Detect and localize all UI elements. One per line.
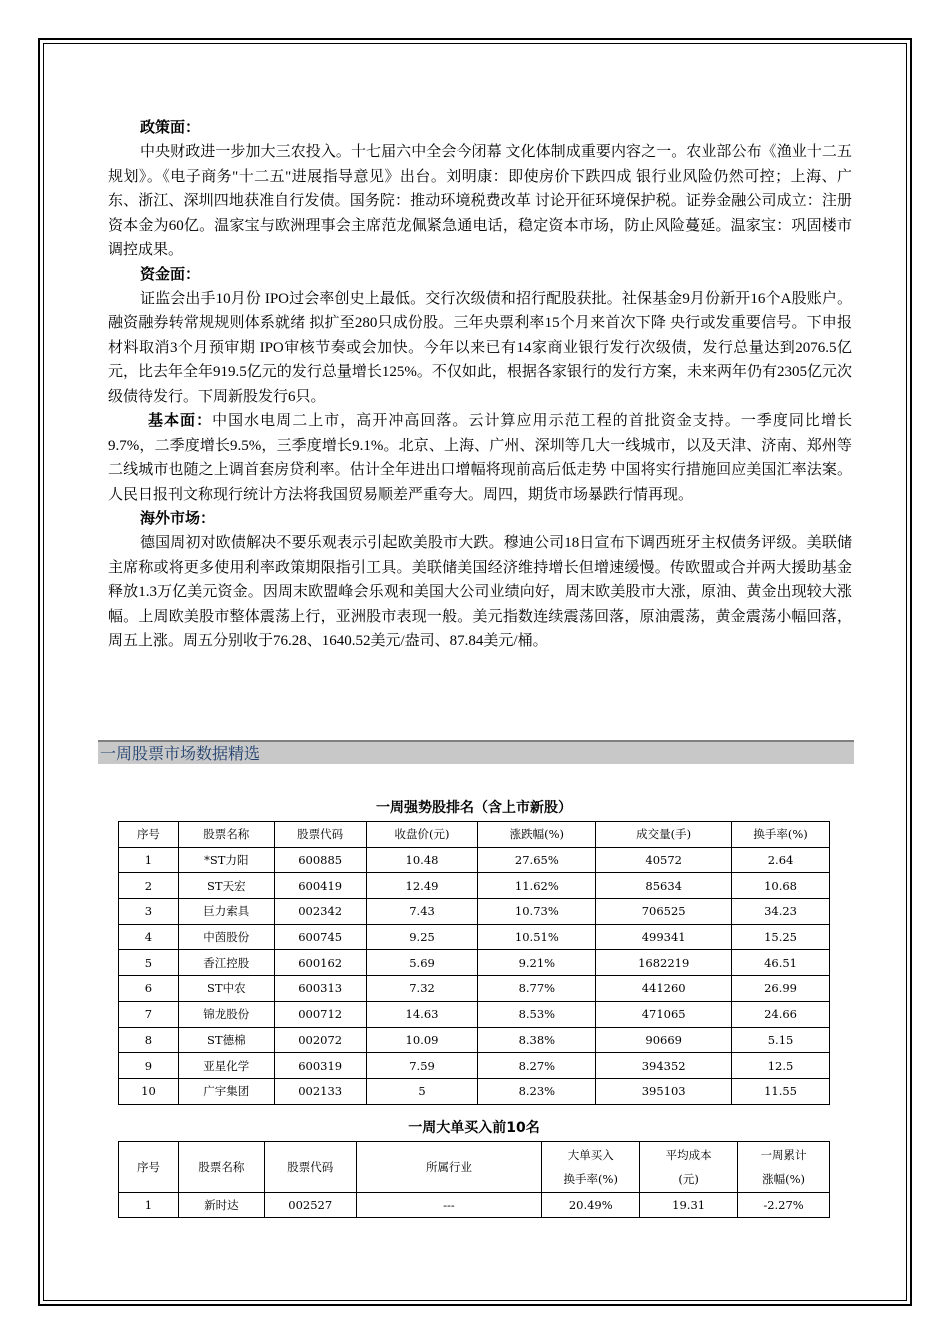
header-cell: 收盘价(元): [366, 822, 478, 848]
table-row: [119, 950, 830, 976]
table-cell: 600162: [274, 950, 366, 976]
table-cell: 600885: [274, 847, 366, 873]
table-cell: 395103: [596, 1078, 732, 1104]
table-cell: 5: [119, 950, 179, 976]
table-cell: 9: [119, 1053, 179, 1079]
header-line: 一周累计: [760, 1148, 807, 1162]
table-cell: 11.55: [732, 1078, 830, 1104]
overseas-paragraph: 德国周初对欧债解决不要乐观表示引起欧美股市大跌。穆迪公司18日宣布下调西班牙主权债务评级。美联储主席称或将更多使用利率政策期限指引工具。美联储美国经济维持增长但增速缓慢。传欧盟或合并两大援助基金 释放1.3万亿美元资金。因周末欧盟峰会乐观和美国大公司业绩向好，周末欧美股市大涨，原油、黄金出现较大涨幅。上周欧美股市整体震荡上行，亚洲股市表现一般。美元指数连续震荡回落，原油震荡，黄金震荡小幅回落，周五上涨。周五分别收于76.28、1640.52美元/盎司、87.84美元/桶。: [108, 535, 852, 649]
table-cell: ST德棉: [178, 1027, 274, 1053]
table-cell: 27.65%: [478, 847, 596, 873]
table-row: [119, 847, 830, 873]
table-cell: 26.99: [732, 976, 830, 1002]
table-cell: 2: [119, 873, 179, 899]
table-cell: 8.38%: [478, 1027, 596, 1053]
table-cell: 7.59: [366, 1053, 478, 1079]
table-cell: 香江控股: [178, 950, 274, 976]
table-cell: ---: [356, 1193, 542, 1218]
table-cell: 441260: [596, 976, 732, 1002]
header-line: 换手率(%): [563, 1172, 618, 1186]
table-cell: 10.51%: [478, 924, 596, 950]
header-cell: 序号: [119, 822, 179, 848]
table-cell: 600419: [274, 873, 366, 899]
table-cell: 90669: [596, 1027, 732, 1053]
table-row: [119, 899, 830, 925]
table-cell: 600319: [274, 1053, 366, 1079]
table-cell: 20.49%: [542, 1193, 640, 1218]
table-row: [119, 924, 830, 950]
header-line: 涨幅(%): [762, 1172, 805, 1186]
table-cell: 5.69: [366, 950, 478, 976]
policy-paragraph: 中央财政进一步加大三农投入。十七届六中全会今闭幕 文化体制成重要内容之一。农业部公布《渔业十二五规划》。《电子商务"十二五"进展指导意见》出台。刘明康：即使房价下跌四成 银行业风险仍然可控；上海、广东、浙江、深圳四地获准自行发债。国务院：推动环境税费改革 讨论开征环境保护税。证券金融公司成立：注册资本金为60亿。温家宝与欧洲理事会主席范龙佩紧急通电话，稳定资本市场，防止风险蔓延。温家宝：巩固楼市调控成果。: [108, 144, 852, 258]
table-cell: 46.51: [732, 950, 830, 976]
table-cell: 广宇集团: [178, 1078, 274, 1104]
table-row: [119, 1193, 830, 1218]
table2-title: 一周大单买入前10名: [408, 1120, 540, 1136]
table-cell: 85634: [596, 873, 732, 899]
header-line: (元): [678, 1172, 699, 1186]
table-cell: 002342: [274, 899, 366, 925]
table-cell: 9.25: [366, 924, 478, 950]
table-cell: 24.66: [732, 1001, 830, 1027]
fundamentals-paragraph: [108, 409, 852, 507]
table-cell: 1682219: [596, 950, 732, 976]
table-row: [119, 1027, 830, 1053]
table-cell: 4: [119, 924, 179, 950]
table-row: [119, 1001, 830, 1027]
table-cell: 8.77%: [478, 976, 596, 1002]
header-cell: 成交量(手): [596, 822, 732, 848]
fundamentals-text: 中国水电周二上市，高开冲高回落。云计算应用示范工程的首批资金支持。一季度同比增长9.7%，二季度增长9.5%，三季度增长9.1%。北京、上海、广州、深圳等几大一线城市，以及天津、济南、郑州等二线城市也随之上调首套房贷利率。估计全年进出口增幅将现前高后低走势 中国将实行措施回应美国汇率法案。人民日报刊文称现行统计方法将我国贸易顺差严重夸大。周四，期货市场暴跌行情再现。: [108, 413, 852, 503]
big-order-table: [118, 1141, 830, 1218]
table-cell: 002133: [274, 1078, 366, 1104]
table-cell: -2.27%: [738, 1193, 830, 1218]
table-cell: ST中农: [178, 976, 274, 1002]
table-cell: 新时达: [178, 1193, 264, 1218]
header-line: 大单买入: [567, 1148, 614, 1162]
table-cell: 8: [119, 1027, 179, 1053]
table-cell: 10: [119, 1078, 179, 1104]
table-cell: 12.5: [732, 1053, 830, 1079]
table-cell: 471065: [596, 1001, 732, 1027]
table-cell: 1: [119, 847, 179, 873]
header-cell: 股票代码: [264, 1142, 356, 1193]
table-cell: 15.25: [732, 924, 830, 950]
table-cell: 499341: [596, 924, 732, 950]
table-header-row: [119, 1142, 830, 1193]
table-cell: 巨力索具: [178, 899, 274, 925]
table-cell: 锦龙股份: [178, 1001, 274, 1027]
header-cell: 股票名称: [178, 822, 274, 848]
table-cell: 2.64: [732, 847, 830, 873]
header-cell: 序号: [119, 1142, 179, 1193]
table-cell: 8.27%: [478, 1053, 596, 1079]
table-cell: 40572: [596, 847, 732, 873]
overseas-heading: 海外市场：: [140, 511, 216, 527]
table-cell: 8.23%: [478, 1078, 596, 1104]
table-cell: 10.48: [366, 847, 478, 873]
header-cell: [542, 1142, 640, 1193]
table-cell: ST天宏: [178, 873, 274, 899]
table-cell: 14.63: [366, 1001, 478, 1027]
table-cell: 000712: [274, 1001, 366, 1027]
table1-title: 一周强势股排名（含上市新股）: [376, 800, 572, 816]
table-row: [119, 873, 830, 899]
banner-title: 一周股票市场数据精选: [100, 744, 261, 763]
table-cell: 10.09: [366, 1027, 478, 1053]
table-cell: 7.43: [366, 899, 478, 925]
report-body: [108, 116, 852, 654]
table-cell: 10.68: [732, 873, 830, 899]
header-cell: [640, 1142, 738, 1193]
table-header-row: [119, 822, 830, 848]
table-cell: 5.15: [732, 1027, 830, 1053]
table-cell: 中茵股份: [178, 924, 274, 950]
header-cell: [738, 1142, 830, 1193]
table-cell: 002072: [274, 1027, 366, 1053]
table-cell: 7: [119, 1001, 179, 1027]
table-cell: 394352: [596, 1053, 732, 1079]
table-cell: 3: [119, 899, 179, 925]
fundamentals-heading: 基本面：: [148, 413, 213, 429]
table-cell: 1: [119, 1193, 179, 1218]
table-cell: 600745: [274, 924, 366, 950]
table-cell: 12.49: [366, 873, 478, 899]
table-cell: 10.73%: [478, 899, 596, 925]
table-row: [119, 1053, 830, 1079]
table-cell: *ST力阳: [178, 847, 274, 873]
policy-heading: 政策面：: [140, 120, 201, 136]
table-row: [119, 1078, 830, 1104]
header-line: 平均成本: [665, 1148, 712, 1162]
table-cell: 19.31: [640, 1193, 738, 1218]
table-cell: 7.32: [366, 976, 478, 1002]
table-cell: 34.23: [732, 899, 830, 925]
section-banner: [98, 740, 854, 764]
funding-paragraph: 证监会出手10月份 IPO过会率创史上最低。交行次级债和招行配股获批。社保基金9月份新开16个A股账户。融资融券转常规规则体系就绪 拟扩至280只成份股。三年央票利率15个月来首次下降 央行或发重要信号。下申报材料取消3个月预审期 IPO审核节奏或会加快。今年以来已有14家商业银行发行次级债，发行总量达到2076.5亿元，比去年全年919.5亿元的发行总量增长125%。不仅如此，根据各家银行的发行方案，未来两年仍有2305亿元次级债待发行。下周新股发行6只。: [108, 290, 852, 405]
table-cell: 8.53%: [478, 1001, 596, 1027]
funding-heading: 资金面：: [140, 266, 201, 283]
table-cell: 600313: [274, 976, 366, 1002]
header-cell: 股票名称: [178, 1142, 264, 1193]
table-cell: 5: [366, 1078, 478, 1104]
header-cell: 换手率(%): [732, 822, 830, 848]
strong-stocks-table: [118, 821, 830, 1105]
table-cell: 002527: [264, 1193, 356, 1218]
table-cell: 11.62%: [478, 873, 596, 899]
header-cell: 股票代码: [274, 822, 366, 848]
table-row: [119, 976, 830, 1002]
header-cell: 所属行业: [356, 1142, 542, 1193]
table-cell: 6: [119, 976, 179, 1002]
header-cell: 涨跌幅(%): [478, 822, 596, 848]
table-cell: 706525: [596, 899, 732, 925]
table-cell: 9.21%: [478, 950, 596, 976]
table-cell: 亚星化学: [178, 1053, 274, 1079]
